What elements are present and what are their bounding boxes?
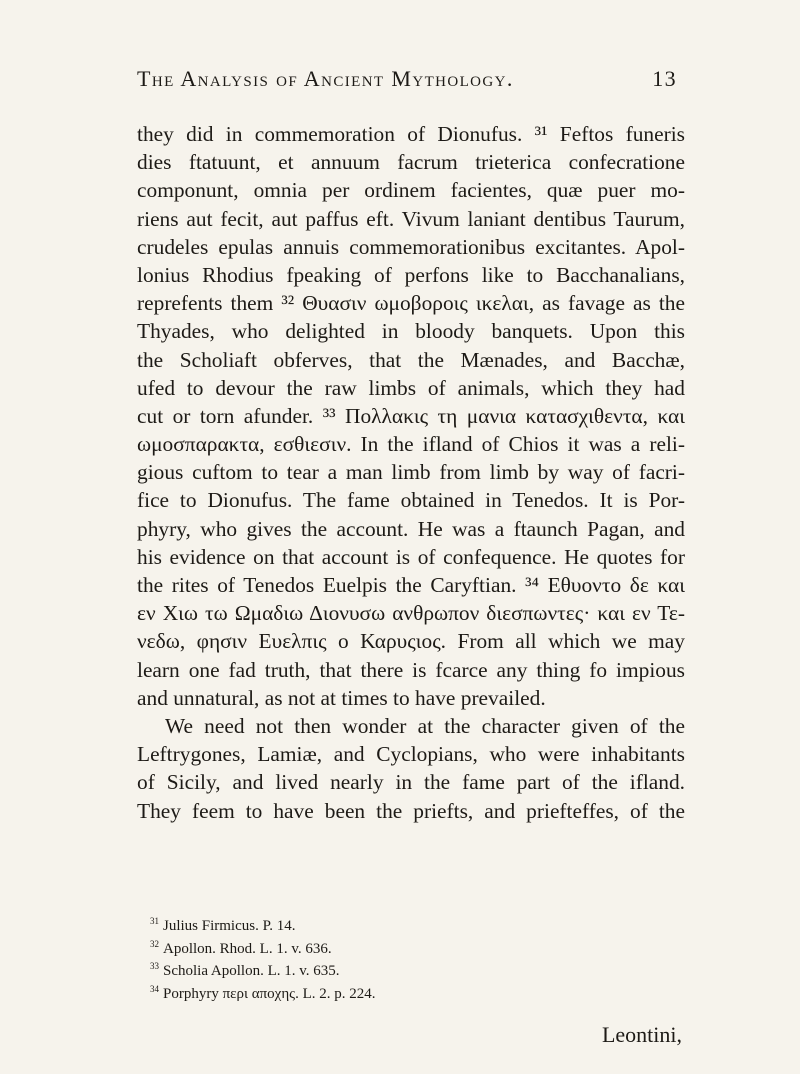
footnote <box>150 958 670 981</box>
footnote-text: Julius Firmicus. P. 14. <box>163 918 296 934</box>
text-line: fice to Dionufus. The fame obtained in Tenedos. It is Por- <box>137 488 685 513</box>
text-line: ωμοσπαρακτα, εσθιεσιν. In the ifland of Chios it was a reli- <box>137 432 685 457</box>
footnotes <box>150 913 670 1003</box>
running-header <box>137 66 677 98</box>
header-title: The Analysis of Ancient Mythology. <box>137 66 514 91</box>
body-text <box>137 120 685 825</box>
text-line: the Scholiaft obferves, that the Mænades, and Bacchæ, <box>137 347 685 372</box>
text-line: They feem to have been the priefts, and priefteffes, of the <box>137 798 685 823</box>
footnote-number: 33 <box>150 961 159 972</box>
footnote-number: 31 <box>150 916 159 926</box>
text-line: lonius Rhodius fpeaking of perfons like to Bacchanalians, <box>137 262 685 287</box>
text-line: We need not then wonder at the character given of the <box>165 713 685 738</box>
footnote <box>150 981 670 1004</box>
footnote <box>150 936 670 959</box>
text-line: the rites of Tenedos Euelpis the Caryftian. ³⁴ Εθυοντο δε και <box>137 573 685 597</box>
page-number: 13 <box>652 66 677 91</box>
text-line: εν Χιω τω Ωμαδιω Διονυσω ανθρωπον διεσπωντες· και εν Τε- <box>137 601 685 626</box>
text-line: ufed to devour the raw limbs of animals, which they had <box>137 375 685 400</box>
text-line: they did in commemoration of Dionufus. ³¹ Feftos funeris <box>137 122 685 146</box>
text-line: riens aut fecit, aut paffus eft. Vivum laniant dentibus Taurum, <box>137 206 685 231</box>
text-line: componunt, omnia per ordinem facientes, quæ puer mo- <box>137 178 685 203</box>
text-line: reprefents them ³² Θυασιν ωμοβοροις ικελαι, as favage as the <box>137 291 685 316</box>
text-line: Leftrygones, Lamiæ, and Cyclopians, who were inhabitants <box>137 742 685 767</box>
footnote <box>150 913 670 936</box>
footnote-number: 32 <box>150 938 159 949</box>
text-line: phyry, who gives the account. He was a ftaunch Pagan, and <box>137 516 685 541</box>
text-line: dies ftatuunt, et annuum facrum trieterica confecratione <box>137 150 685 175</box>
text-line: and unnatural, as not at times to have prevailed. <box>137 685 546 710</box>
text-line: cut or torn afunder. ³³ Πολλακις τη μανια κατασχιθεντα, και <box>137 403 685 428</box>
footnote-number: 34 <box>150 983 159 994</box>
text-line: crudeles epulas annuis commemorationibus excitantes. Apol- <box>137 234 685 259</box>
text-line: Thyades, who delighted in bloody banquets. Upon this <box>137 319 685 344</box>
text-line: νεδω, φησιν Ευελπις ο Καρυςιος. From all which we may <box>137 629 685 654</box>
catchword: Leontini, <box>601 1022 682 1047</box>
footnote-text: Apollon. Rhod. L. 1. v. 636. <box>163 940 332 957</box>
text-line: gious cuftom to tear a man limb from limb by way of facri- <box>137 460 685 485</box>
text-line: of Sicily, and lived nearly in the fame part of the ifland. <box>137 770 685 795</box>
footnote-text: Porphyry περι αποχης. L. 2. p. 224. <box>163 985 376 1002</box>
text-line: his evidence on that account is of confequence. He quotes for <box>137 544 685 569</box>
footnote-text: Scholia Apollon. L. 1. v. 635. <box>163 963 340 980</box>
text-line: learn one fad truth, that there is fcarce any thing fo impious <box>137 657 685 682</box>
